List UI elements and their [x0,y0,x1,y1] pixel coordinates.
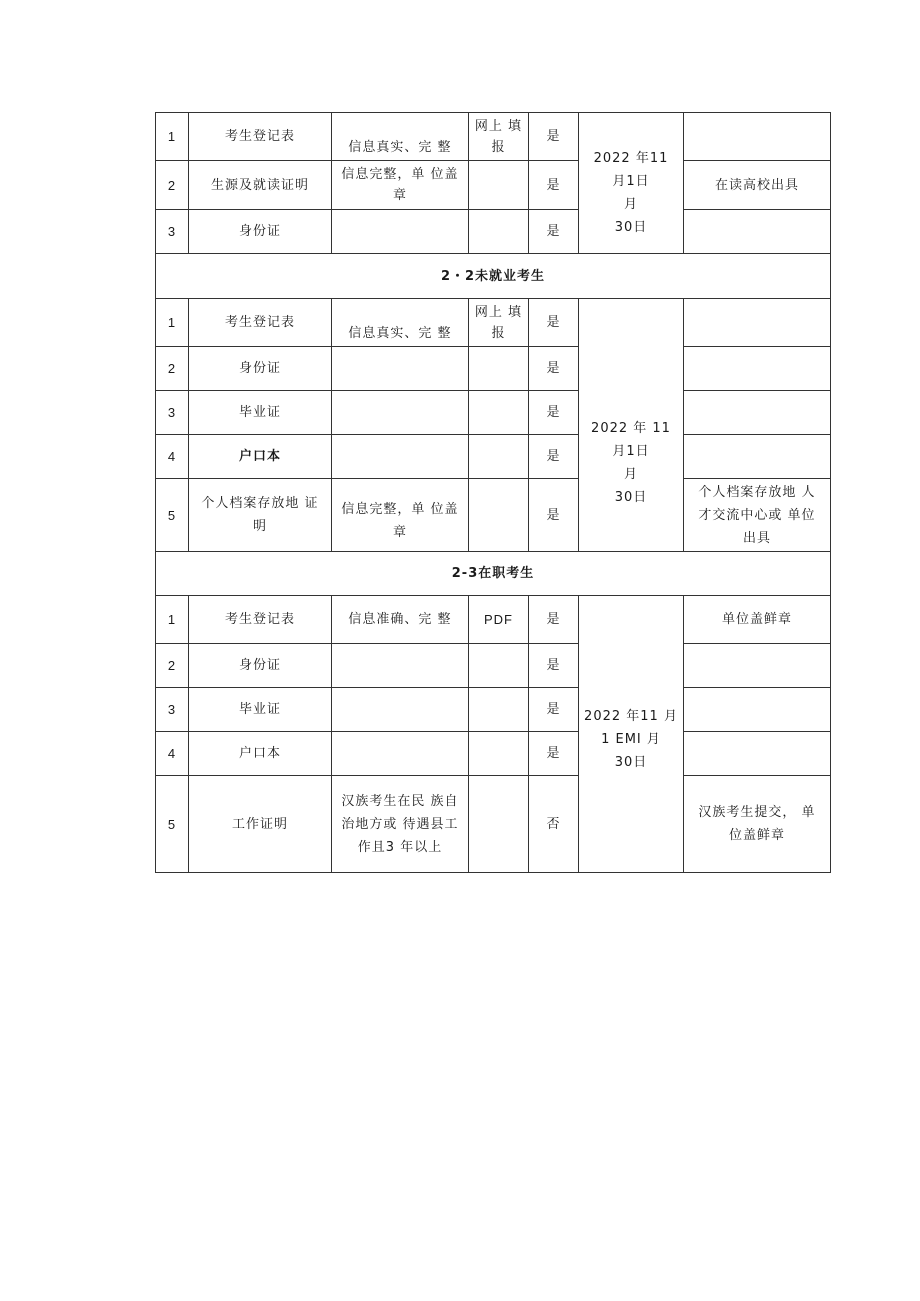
row-number: 3 [156,210,189,254]
material-name: 生源及就读证明 [189,161,332,210]
original-required: 是 [529,644,579,688]
material-name: 身份证 [189,347,332,391]
requirement: 信息完整，单 位盖 章 [332,479,469,552]
requirement [332,435,469,479]
submit-format [469,776,529,873]
requirement [332,688,469,732]
section-header-row [156,254,831,299]
table-row [156,776,831,873]
original-required: 是 [529,161,579,210]
submit-format [469,435,529,479]
table-row [156,732,831,776]
remark: 汉族考生提交， 单 位盖鲜章 [684,776,831,873]
material-name: 工作证明 [189,776,332,873]
remark [684,644,831,688]
requirement [332,210,469,254]
row-number: 5 [156,479,189,552]
remark [684,347,831,391]
date-range: 2022 年11 月1日 月 30日 [579,113,684,254]
remark: 单位盖鲜章 [684,596,831,644]
row-number: 1 [156,113,189,161]
remark [684,113,831,161]
original-required: 否 [529,776,579,873]
material-name: 考生登记表 [189,596,332,644]
submit-format: 网上 填 报 [469,299,529,347]
table-row [156,113,831,161]
material-name: 个人档案存放地 证 明 [189,479,332,552]
requirement: 汉族考生在民 族自 治地方或 待遇县工 作且3 年以上 [332,776,469,873]
material-name: 户口本 [189,435,332,479]
requirement [332,391,469,435]
table-row [156,435,831,479]
table-row [156,644,831,688]
row-number: 3 [156,688,189,732]
material-name: 毕业证 [189,688,332,732]
requirement [332,347,469,391]
requirement: 信息完整，单 位盖 章 [332,161,469,210]
material-name: 考生登记表 [189,113,332,161]
material-name: 户口本 [189,732,332,776]
row-number: 3 [156,391,189,435]
submit-format [469,644,529,688]
original-required: 是 [529,347,579,391]
submit-format: PDF [469,596,529,644]
requirement: 信息真实、完 整 [332,299,469,347]
row-number: 2 [156,161,189,210]
material-name: 身份证 [189,210,332,254]
remark [684,391,831,435]
material-name: 毕业证 [189,391,332,435]
section-header-row [156,552,831,596]
row-number: 4 [156,732,189,776]
row-number: 1 [156,596,189,644]
row-number: 4 [156,435,189,479]
original-required: 是 [529,113,579,161]
material-name: 身份证 [189,644,332,688]
submit-format [469,688,529,732]
materials-table [155,112,831,873]
table-row [156,479,831,552]
remark [684,299,831,347]
section-title: 2-3在职考生 [156,552,831,596]
original-required: 是 [529,210,579,254]
row-number: 2 [156,644,189,688]
table-row [156,391,831,435]
requirement [332,732,469,776]
table-row [156,688,831,732]
submit-format [469,479,529,552]
original-required: 是 [529,479,579,552]
date-range: 2022 年 11 月1日 月 30日 [579,299,684,552]
submit-format [469,732,529,776]
section-title: 2・2未就业考生 [156,254,831,299]
material-name: 考生登记表 [189,299,332,347]
row-number: 5 [156,776,189,873]
remark [684,210,831,254]
table-row [156,596,831,644]
original-required: 是 [529,688,579,732]
table-row [156,210,831,254]
requirement: 信息准确、完 整 [332,596,469,644]
remark: 个人档案存放地 人 才交流中心或 单位 出具 [684,479,831,552]
row-number: 2 [156,347,189,391]
table-row [156,299,831,347]
date-range: 2022 年11 月 1 EMI 月 30日 [579,596,684,873]
row-number: 1 [156,299,189,347]
submit-format [469,161,529,210]
submit-format [469,391,529,435]
remark [684,435,831,479]
table-row [156,161,831,210]
original-required: 是 [529,391,579,435]
submit-format [469,210,529,254]
original-required: 是 [529,299,579,347]
remark [684,688,831,732]
table-row [156,347,831,391]
remark [684,732,831,776]
requirement [332,644,469,688]
submit-format: 网上 填 报 [469,113,529,161]
original-required: 是 [529,596,579,644]
submit-format [469,347,529,391]
remark: 在读高校出具 [684,161,831,210]
requirement: 信息真实、完 整 [332,113,469,161]
original-required: 是 [529,435,579,479]
original-required: 是 [529,732,579,776]
